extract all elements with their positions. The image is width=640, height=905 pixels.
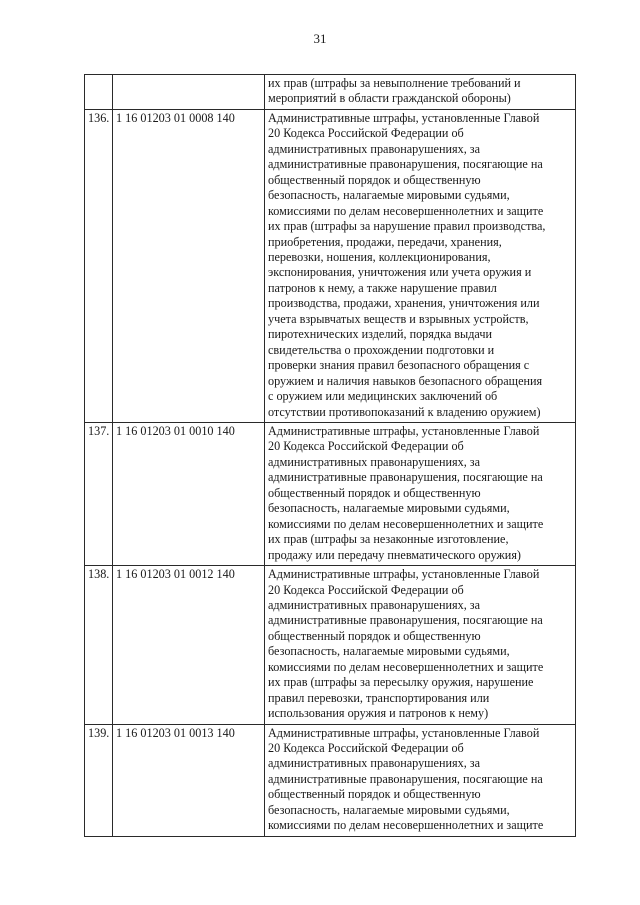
table-row-139 bbox=[85, 724, 576, 836]
budget-code-cell: 1 16 01203 01 0013 140 bbox=[113, 724, 265, 836]
row-number-cell: 139. bbox=[85, 724, 113, 836]
table-row-137 bbox=[85, 422, 576, 565]
table-row-136 bbox=[85, 109, 576, 422]
row-number-cell: 137. bbox=[85, 422, 113, 565]
description-cell: Административные штрафы, установленные Главой 20 Кодекса Российской Федерации об административных правонарушениях, за административные правонарушения, посягающие на общественный порядок и общественную безопасность, налагаемые мировыми судьями, комиссиями по делам несовершеннолетних и защите их прав (штрафы за незаконные изготовление, продажу или передачу пневматического оружия) bbox=[265, 422, 576, 565]
budget-code-cell: 1 16 01203 01 0008 140 bbox=[113, 109, 265, 422]
description-cell: Административные штрафы, установленные Главой 20 Кодекса Российской Федерации об административных правонарушениях, за административные правонарушения, посягающие на общественный порядок и общественную безопасность, налагаемые мировыми судьями, комиссиями по делам несовершеннолетних и защите bbox=[265, 724, 576, 836]
budget-codes-table bbox=[84, 74, 576, 837]
page-number: 31 bbox=[313, 31, 327, 46]
row-number-cell bbox=[85, 75, 113, 110]
description-cell: их прав (штрафы за невыполнение требований и мероприятий в области гражданской обороны) bbox=[265, 75, 576, 110]
row-number-cell: 136. bbox=[85, 109, 113, 422]
table-row-continuation bbox=[85, 75, 576, 110]
budget-code-cell bbox=[113, 75, 265, 110]
row-number-cell: 138. bbox=[85, 566, 113, 725]
description-cell: Административные штрафы, установленные Главой 20 Кодекса Российской Федерации об административных правонарушениях, за административные правонарушения, посягающие на общественный порядок и общественную безопасность, налагаемые мировыми судьями, комиссиями по делам несовершеннолетних и защите их прав (штрафы за пересылку оружия, нарушение правил перевозки, транспортирования или использования оружия и патронов к нему) bbox=[265, 566, 576, 725]
table-row-138 bbox=[85, 566, 576, 725]
description-cell: Административные штрафы, установленные Главой 20 Кодекса Российской Федерации об административных правонарушениях, за административные правонарушения, посягающие на общественный порядок и общественную безопасность, налагаемые мировыми судьями, комиссиями по делам несовершеннолетних и защите их прав (штрафы за нарушение правил производства, приобретения, продажи, передачи, хранения, перевозки, ношения, коллекционирования, экспонирования, уничтожения или учета оружия и патронов к нему, а также нарушение правил производства, продажи, хранения, уничтожения или учета взрывчатых веществ и взрывных устройств, пиротехнических изделий, порядка выдачи свидетельства о прохождении подготовки и проверки знания правил безопасного обращения с оружием и наличия навыков безопасного обращения с оружием или медицинских заключений об отсутствии противопоказаний к владению оружием) bbox=[265, 109, 576, 422]
budget-code-cell: 1 16 01203 01 0010 140 bbox=[113, 422, 265, 565]
budget-code-cell: 1 16 01203 01 0012 140 bbox=[113, 566, 265, 725]
